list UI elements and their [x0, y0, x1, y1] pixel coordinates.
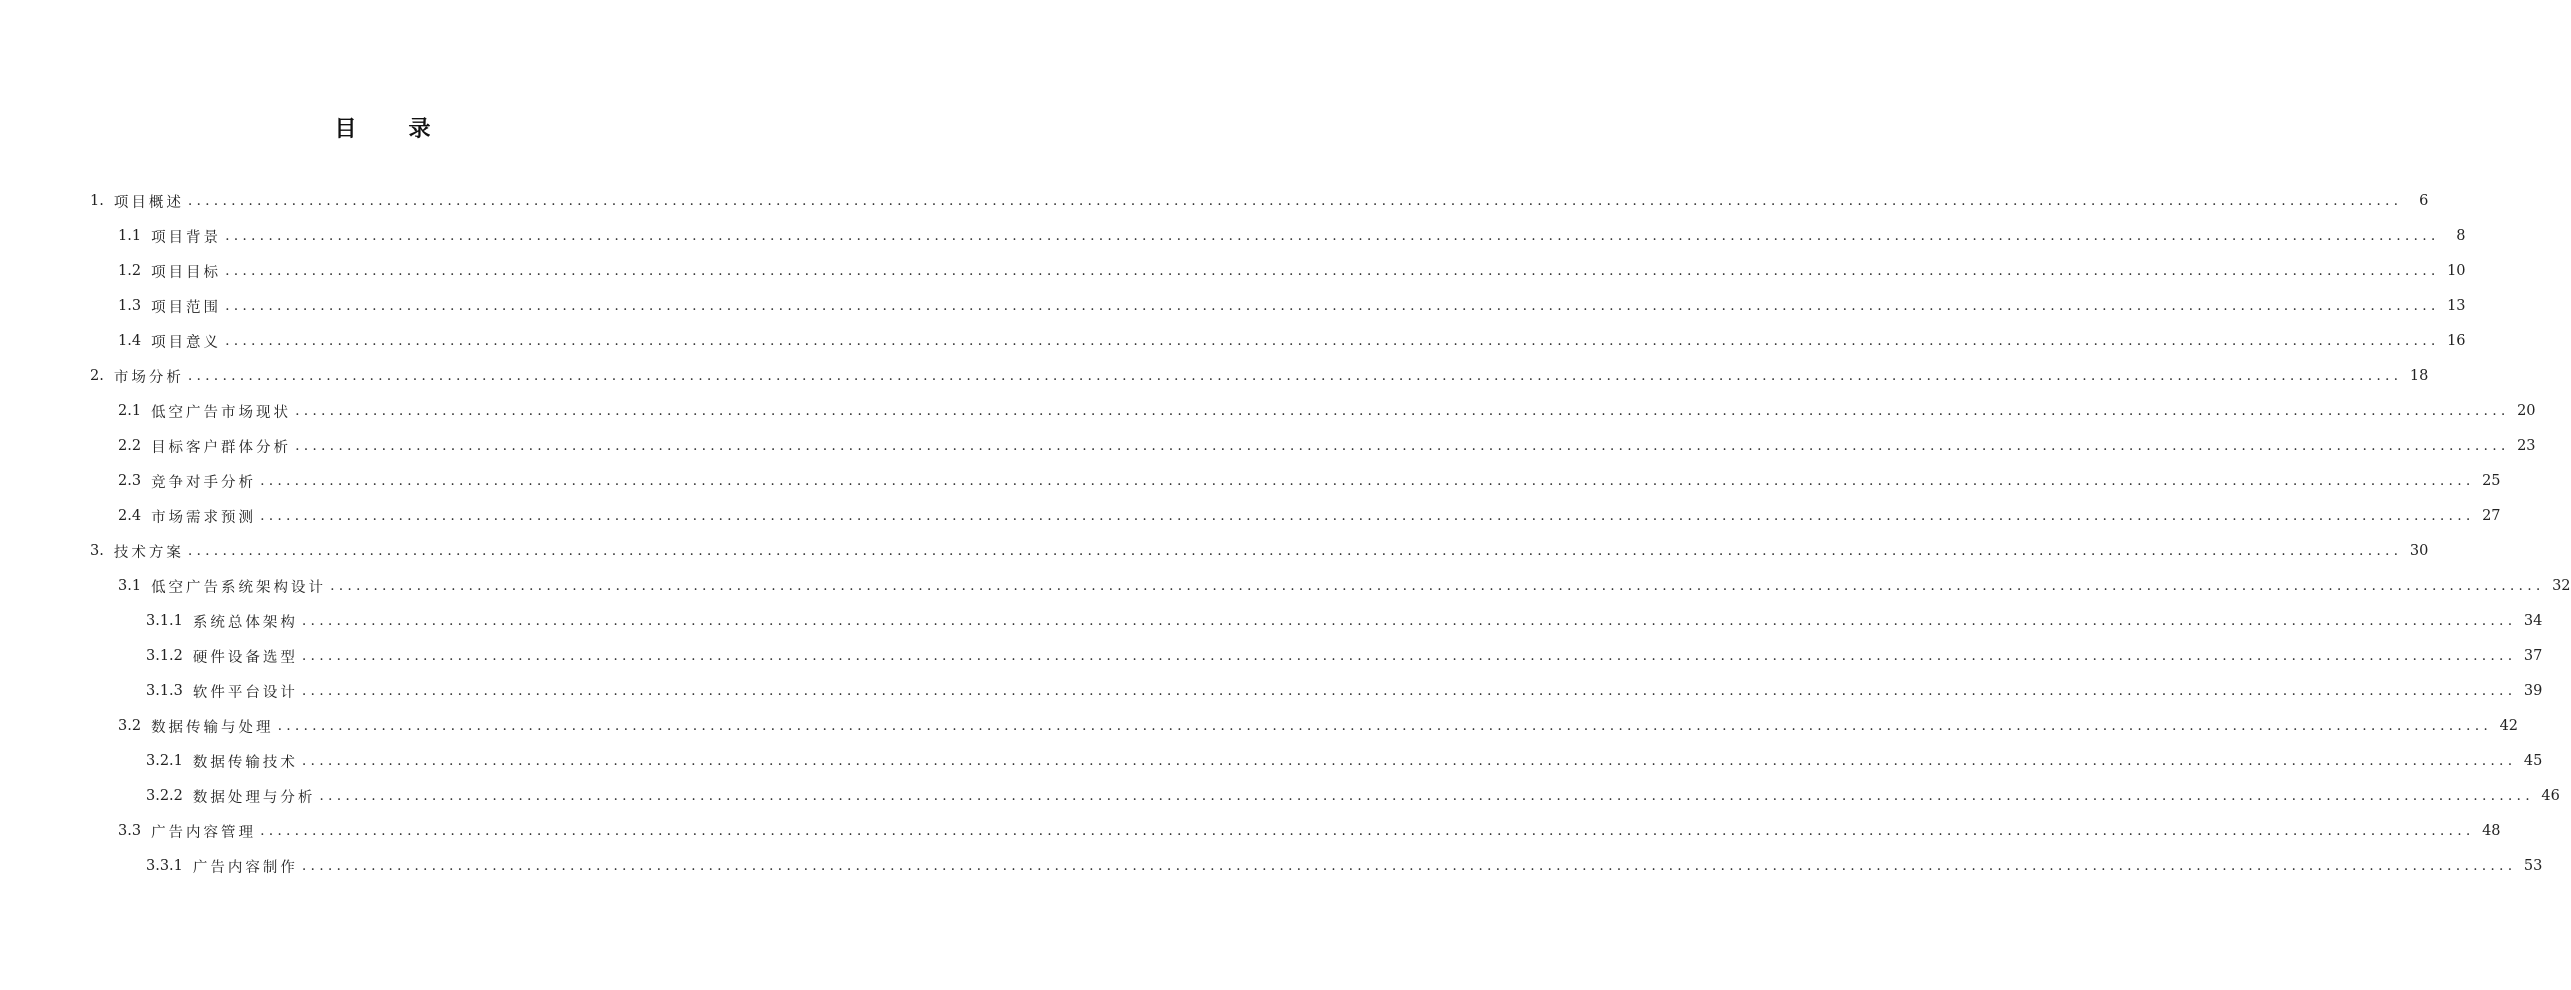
toc-entry-page: 37 [2523, 648, 2543, 664]
toc-entry-number: 3.2.2 [146, 788, 183, 804]
toc-entry-leader: ................................................................................................................................................................................................................................................................ [301, 648, 2517, 664]
toc-entry[interactable] [90, 187, 2429, 215]
toc-entry-page: 42 [2499, 718, 2519, 734]
toc-entry-leader: ................................................................................................................................................................................................................................................................ [225, 298, 2440, 314]
toc-entry-page: 25 [2482, 473, 2501, 489]
toc-entry[interactable] [146, 642, 2543, 670]
toc-entry-label: 项目概述 [113, 194, 184, 211]
toc-entry-label: 数据传输技术 [192, 754, 298, 771]
toc-entry[interactable] [146, 782, 2560, 810]
toc-entry-page: 10 [2447, 263, 2466, 279]
toc-entry-number: 3.1.1 [146, 613, 183, 629]
toc-entry-page: 30 [2409, 543, 2429, 559]
toc-entry-leader: ................................................................................................................................................................................................................................................................ [187, 543, 2403, 559]
toc-entry-page: 6 [2419, 193, 2429, 209]
toc-entry-label: 系统总体架构 [192, 614, 298, 631]
toc-entry-label: 项目背景 [151, 229, 222, 246]
toc-entry-number: 3.1.3 [146, 683, 183, 699]
toc-entry-label: 低空广告市场现状 [151, 404, 292, 421]
toc-entry-page: 18 [2409, 368, 2429, 384]
toc-entry[interactable] [118, 817, 2501, 845]
toc-entry-label: 目标客户群体分析 [151, 439, 292, 456]
toc-entry-label: 广告内容管理 [151, 824, 257, 841]
toc-entry-number: 1.2 [118, 263, 142, 279]
toc-entry-leader: ................................................................................................................................................................................................................................................................ [260, 823, 2475, 839]
toc-entry-leader: ................................................................................................................................................................................................................................................................ [319, 788, 2534, 804]
toc-entry-number: 2.2 [118, 438, 142, 454]
toc-entry-label: 数据传输与处理 [151, 719, 274, 736]
toc-entry-label: 项目目标 [151, 264, 222, 281]
toc-entry-label: 项目意义 [151, 334, 222, 351]
toc-entry-label: 市场需求预测 [151, 509, 257, 526]
toc-entry-page: 46 [2541, 788, 2560, 804]
toc-entry[interactable] [118, 327, 2466, 355]
toc-entry-leader: ................................................................................................................................................................................................................................................................ [295, 438, 2510, 454]
toc-entry-leader: ................................................................................................................................................................................................................................................................ [187, 193, 2403, 209]
toc-entry-number: 3.3 [118, 823, 142, 839]
toc-entry-number: 3.3.1 [146, 858, 183, 874]
toc-entry-page: 27 [2482, 508, 2501, 524]
toc-entry-page: 8 [2456, 228, 2466, 244]
toc-entry-number: 1.1 [118, 228, 142, 244]
toc-entry[interactable] [118, 292, 2466, 320]
toc-entry-leader: ................................................................................................................................................................................................................................................................ [301, 613, 2517, 629]
toc-entry-page: 34 [2523, 613, 2543, 629]
toc-entry-number: 2.1 [118, 403, 142, 419]
toc-entry-number: 3.2.1 [146, 753, 183, 769]
toc-entry-page: 20 [2517, 403, 2536, 419]
toc-entry[interactable] [118, 712, 2519, 740]
toc-entry-page: 16 [2447, 333, 2466, 349]
toc-entry-leader: ................................................................................................................................................................................................................................................................ [330, 578, 2545, 594]
toc-entry[interactable] [118, 257, 2466, 285]
toc-entry-leader: ................................................................................................................................................................................................................................................................ [260, 508, 2475, 524]
toc-entry-page: 39 [2523, 683, 2543, 699]
toc-entry-label: 广告内容制作 [192, 859, 298, 876]
toc-title [0, 112, 765, 143]
toc-entry[interactable] [146, 677, 2543, 705]
toc-entry-leader: ................................................................................................................................................................................................................................................................ [260, 473, 2475, 489]
toc-entry[interactable] [118, 222, 2466, 250]
toc-entry[interactable] [118, 432, 2536, 460]
toc-entry-leader: ................................................................................................................................................................................................................................................................ [301, 683, 2517, 699]
toc-entry-page: 48 [2482, 823, 2501, 839]
toc-entry-leader: ................................................................................................................................................................................................................................................................ [295, 403, 2510, 419]
toc-entry-number: 2.4 [118, 508, 142, 524]
toc-entry-leader: ................................................................................................................................................................................................................................................................ [225, 333, 2440, 349]
toc-entry-number: 3.1.2 [146, 648, 183, 664]
toc-entry[interactable] [146, 607, 2543, 635]
toc-entry[interactable] [118, 502, 2501, 530]
toc-entry-number: 1.4 [118, 333, 142, 349]
toc-entry-number: 1.3 [118, 298, 142, 314]
toc-entry[interactable] [118, 467, 2501, 495]
toc-entry-number: 3.1 [118, 578, 142, 594]
toc-entry[interactable] [118, 397, 2536, 425]
toc-entry-leader: ................................................................................................................................................................................................................................................................ [225, 263, 2440, 279]
toc-entry-number: 2.3 [118, 473, 142, 489]
toc-entry-page: 45 [2523, 753, 2543, 769]
toc-entry-number: 1. [90, 193, 104, 209]
toc-entry-page: 13 [2447, 298, 2466, 314]
toc-entry-leader: ................................................................................................................................................................................................................................................................ [301, 858, 2517, 874]
toc-entry-leader: ................................................................................................................................................................................................................................................................ [301, 753, 2517, 769]
toc-entry-label: 硬件设备选型 [192, 649, 298, 666]
toc-entry-label: 技术方案 [113, 544, 184, 561]
toc-entry-page: 23 [2517, 438, 2536, 454]
toc-entry-number: 3. [90, 543, 104, 559]
toc-entry-leader: ................................................................................................................................................................................................................................................................ [277, 718, 2493, 734]
toc-entry[interactable] [90, 537, 2429, 565]
toc-entry-label: 软件平台设计 [192, 684, 298, 701]
toc-entry-label: 市场分析 [113, 369, 184, 386]
toc-entry-leader: ................................................................................................................................................................................................................................................................ [187, 368, 2403, 384]
toc-entry-label: 竞争对手分析 [151, 474, 257, 491]
toc-entry[interactable] [146, 747, 2543, 775]
toc-entry-label: 项目范围 [151, 299, 222, 316]
toc-entry[interactable] [90, 362, 2429, 390]
toc-title-char-2: 录 [408, 117, 431, 142]
toc-title-char-1: 目 [334, 117, 357, 142]
toc-entry-leader: ................................................................................................................................................................................................................................................................ [225, 228, 2440, 244]
toc-entry-label: 低空广告系统架构设计 [151, 579, 327, 596]
toc-entry-label: 数据处理与分析 [192, 789, 316, 806]
toc-entry-number: 2. [90, 368, 104, 384]
toc-entry[interactable] [146, 852, 2543, 880]
toc-entry-page: 32 [2552, 578, 2571, 594]
toc-entry-number: 3.2 [118, 718, 142, 734]
toc-entry[interactable] [118, 572, 2571, 600]
toc-entry-page: 53 [2523, 858, 2543, 874]
